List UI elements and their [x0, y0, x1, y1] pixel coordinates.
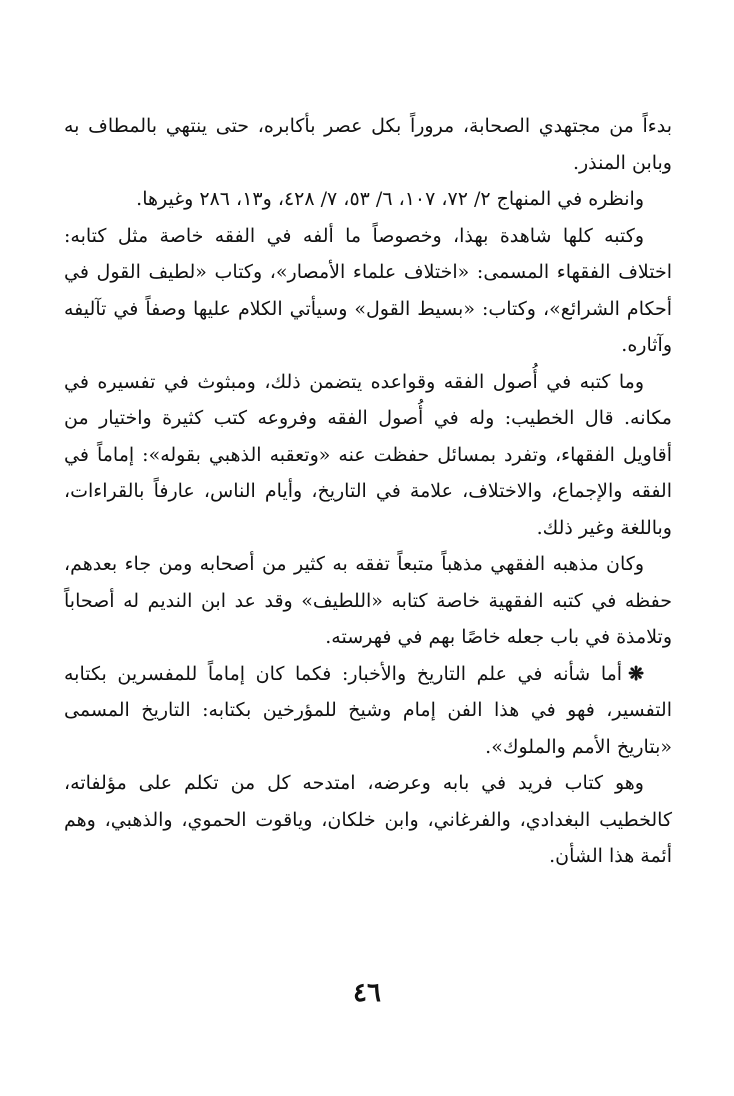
paragraph-3: وكتبه كلها شاهدة بهذا، وخصوصاً ما ألفه في الفقه خاصة مثل كتابه: اختلاف الفقهاء المسمى: «اختلاف علماء الأمصار»، وكتاب «لطيف القول في أحكام الشرائع»، وكتاب: «بسيط القول» وسيأتي الكلام عليها وصفاً في تآليفه وآثاره.: [64, 224, 672, 356]
paragraph-7: وهو كتاب فريد في بابه وعرضه، امتدحه كل من تكلم على مؤلفاته، كالخطيب البغدادي، والفرغاني، وابن خلكان، وياقوت الحموي، والذهبي، وهم أئمة هذا الشأن.: [64, 772, 672, 867]
page-number: ٤٦: [353, 978, 381, 1008]
paragraph-6-text: أما شأنه في علم التاريخ والأخبار: فكما كان إماماً للمفسرين بكتابه التفسير، فهو في هذا الفن إمام وشيخ للمؤرخين بكتابه: التاريخ المسمى «بتاريخ الأمم والملوك».: [64, 662, 672, 758]
paragraph-6: [64, 656, 672, 766]
bullet-icon: ❋: [628, 662, 644, 685]
paragraph-5: وكان مذهبه الفقهي مذهباً متبعاً تفقه به كثير من أصحابه ومن جاء بعدهم، حفظه في كتبه الفقهية خاصة كتابه «اللطيف» وقد عد ابن النديم له أصحاباً وتلامذة في باب جعله خاصًا بهم في فهرسته.: [64, 553, 672, 648]
paragraph-4: وما كتبه في أُصول الفقه وقواعده يتضمن ذلك، ومبثوث في تفسيره في مكانه. قال الخطيب: وله في أُصول الفقه وفروعه كتب كثيرة واختيار من أقاويل الفقهاء، وتفرد بمسائل حفظت عنه «وتعقبه الذهبي بقوله»: إماماً في الفقه والإجماع، والاختلاف، علامة في التاريخ، وأيام الناس، عارفاً بالقراءات، وباللغة وغير ذلك.: [64, 370, 672, 539]
document-body: [64, 108, 672, 875]
paragraph-1: بدءاً من مجتهدي الصحابة، مروراً بكل عصر بأكابره، حتى ينتهي بالمطاف به وبابن المنذر.: [64, 115, 672, 174]
paragraph-2: وانظره في المنهاج ٢/ ٧٢، ١٠٧، ٦/ ٥٣، ٧/ ٤٢٨، و١٣، ٢٨٦ وغيرها.: [136, 188, 644, 210]
